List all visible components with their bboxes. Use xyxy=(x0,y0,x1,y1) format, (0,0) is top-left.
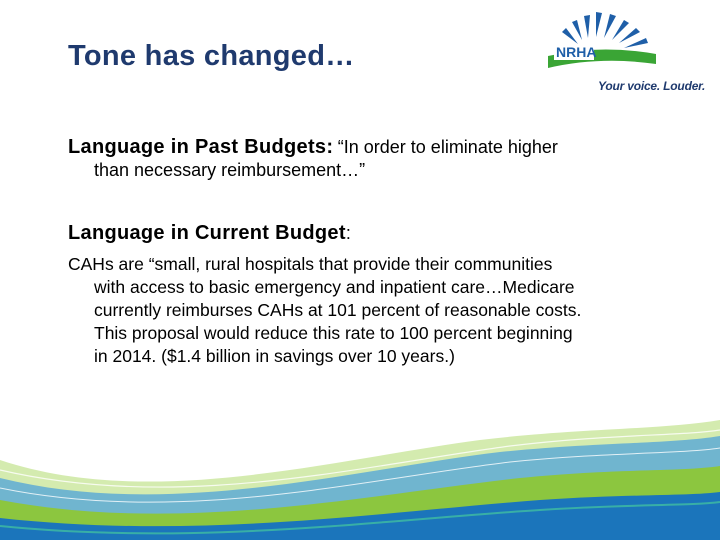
current-line-1: CAHs are “small, rural hospitals that provide their communities xyxy=(68,254,553,274)
decorative-waves xyxy=(0,400,720,540)
logo-text: NRHA xyxy=(556,44,597,60)
current-budget-heading: Language in Current Budget xyxy=(68,222,346,244)
current-budget-paragraph xyxy=(68,253,668,368)
current-line-4: This proposal would reduce this rate to 100 percent beginning xyxy=(94,323,573,343)
current-line-3: currently reimburses CAHs at 101 percent of reasonable costs. xyxy=(94,300,582,320)
current-line-2: with access to basic emergency and inpatient care…Medicare xyxy=(94,277,575,297)
current-budget-colon: : xyxy=(345,223,351,243)
logo-tagline: Your voice. Louder. xyxy=(598,79,706,93)
past-budget-quote-line1: “In order to eliminate higher xyxy=(337,137,558,157)
past-budget-block xyxy=(68,136,668,182)
past-budget-quote-line2: than necessary reimbursement…” xyxy=(94,160,366,180)
slide-title: Tone has changed… xyxy=(68,40,355,72)
past-budget-heading: Language in Past Budgets: xyxy=(68,136,334,158)
current-line-5: in 2014. ($1.4 billion in savings over 10 years.) xyxy=(94,346,455,366)
current-budget-heading-block xyxy=(68,222,688,245)
